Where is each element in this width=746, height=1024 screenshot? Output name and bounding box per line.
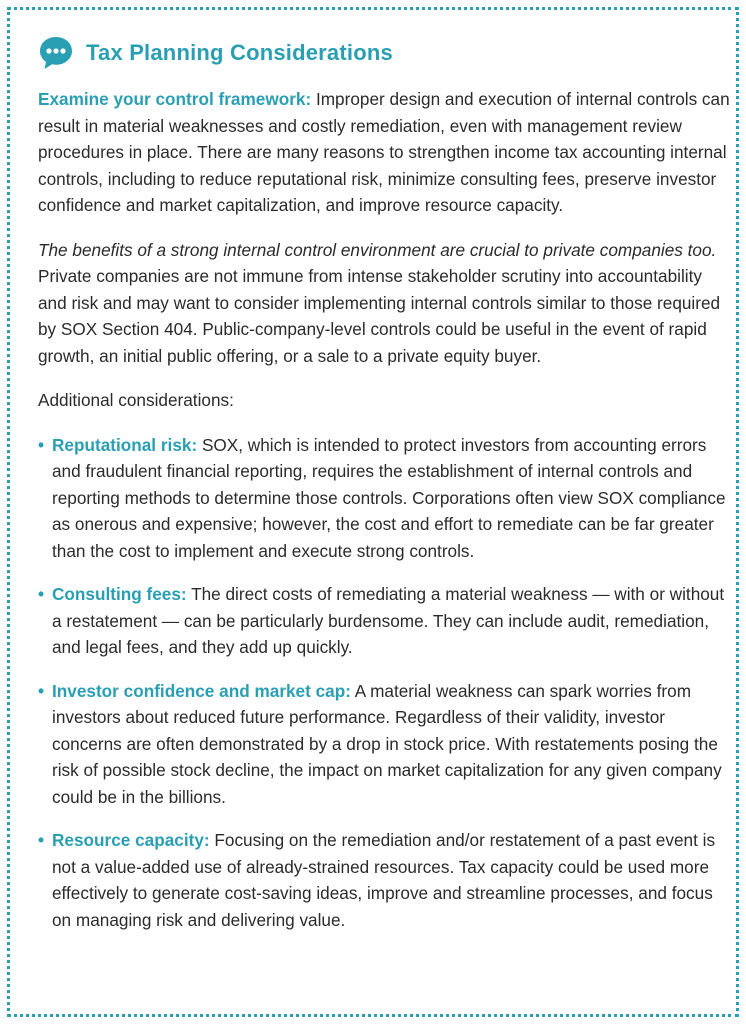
chat-bubble-icon	[38, 35, 74, 71]
private-paragraph	[38, 237, 730, 370]
intro-paragraph	[38, 86, 730, 219]
list-item	[38, 432, 730, 565]
list-item-text: A material weakness can spark worries from investors about reduced future performance. Regardless of their validity, investor concerns are often demonstrated by a drop in stock price. With restatements posing the risk of possible stock decline, the impact on market capitalization for any given company could be in the billions.	[52, 680, 722, 807]
private-italic: The benefits of a strong internal control environment are crucial to private companies too.	[38, 239, 717, 260]
private-text: Private companies are not immune from intense stakeholder scrutiny into accountability and risk and may want to consider implementing internal controls similar to those required by SOX Section 404. Public-company-level controls could be useful in the event of rapid growth, an initial public offering, or a sale to a private equity buyer.	[38, 266, 721, 366]
bullet-dot: •	[38, 434, 45, 455]
list-item-lead: Reputational risk:	[52, 434, 198, 455]
bullet-dot: •	[38, 830, 45, 850]
bullet-dot: •	[38, 584, 45, 604]
list-item	[38, 581, 730, 661]
list-item-text: The direct costs of remediating a material weakness — with or without a restatement — can be particularly burdensome. They can include audit, remediation, and legal fees, and they add up quickly.	[52, 584, 725, 657]
intro-lead: Examine your control framework:	[38, 89, 312, 109]
callout-title: Tax Planning Considerations	[86, 40, 393, 65]
list-item-text: SOX, which is intended to protect investors from accounting errors and fraudulent financial reporting, requires the establishment of internal controls and reporting methods to determine those controls. Corporations often view SOX compliance as onerous and expensive; however, the cost and effort to remediate can be far greater than the cost to implement and execute strong controls.	[52, 434, 726, 561]
list-item-lead: Consulting fees:	[52, 584, 187, 604]
callout-box	[7, 7, 739, 1017]
list-item	[38, 678, 730, 811]
additional-label: Additional considerations:	[38, 390, 234, 410]
callout-content	[38, 32, 730, 950]
list-item-lead: Resource capacity:	[52, 830, 210, 850]
intro-text: Improper design and execution of internal controls can result in material weaknesses and costly remediation, even with management review procedures in place. There are many reasons to strengthen income tax accounting internal controls, including to reduce reputational risk, minimize consulting fees, preserve investor confidence and market capitalization, and improve resource capacity.	[38, 89, 730, 215]
bullet-dot: •	[38, 680, 45, 701]
considerations-list	[38, 432, 730, 934]
callout-header	[38, 32, 730, 74]
list-item-lead: Investor confidence and market cap:	[52, 680, 351, 701]
list-item-text: Focusing on the remediation and/or restatement of a past event is not a value-added use of already-strained resources. Tax capacity could be used more effectively to generate cost-saving ideas, improve and streamline processes, and focus on managing risk and delivering value.	[52, 830, 716, 930]
list-item	[38, 827, 730, 933]
